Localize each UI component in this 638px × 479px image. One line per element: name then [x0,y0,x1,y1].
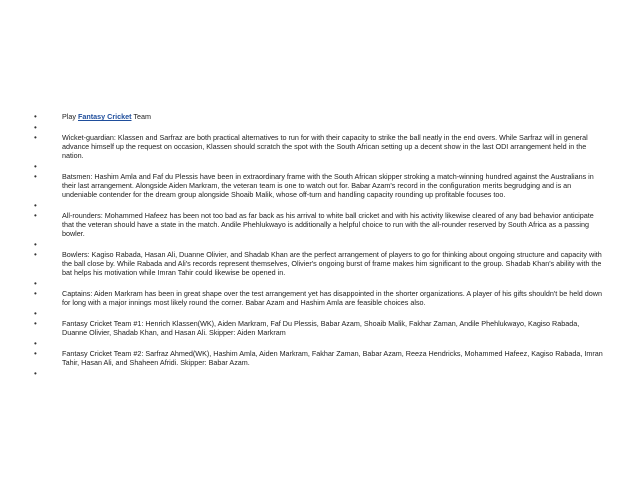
empty-bullet [34,339,604,349]
list-item-intro [34,112,604,121]
empty-bullet [34,279,604,289]
list-item-all-rounders: • All-rounders: Mohammed Hafeez has been not too bad as far back as his arrival to white ball cricket and with his activity likewise cleared of any bad behavior anticipate that the veteran should have a state in the match. Andile Phehlukwayo is additionally a helpful choice to run with the all-rounder reserved by South Africa as a passing bowler. [34,211,604,238]
list-item-team-2: • Fantasy Cricket Team #2: Sarfraz Ahmed(WK), Hashim Amla, Aiden Markram, Fakhar Zaman, Babar Azam, Reeza Hendricks, Mohammed Hafeez, Kagiso Rabada, Imran Tahir, Hasan Ali, and Shaheen Afridi. Skipper: Babar Azam. [34,349,604,367]
intro-prefix: Play [62,112,78,121]
empty-bullet [34,201,604,211]
list-item-team-1: • Fantasy Cricket Team #1: Henrich Klassen(WK), Aiden Markram, Faf Du Plessis, Babar Azam, Shoaib Malik, Fakhar Zaman, Andile Phehlukwayo, Kagiso Rabada, Duanne Olivier, Shadab Khan, and Hasan Ali. Skipper: Aiden Markram [34,319,604,337]
list-item-wicket-keeper: • Wicket-guardian: Klassen and Sarfraz are both practical alternatives to run for with their capacity to strike the ball neatly in the end overs. While Sarfraz will in general advance himself up the request on occasion, Klassen should scratch the spot with the South African setting up a decent show in the last ODI arrangement held in the nation. [34,133,604,160]
empty-bullet [34,309,604,319]
empty-bullet [34,369,604,379]
empty-bullet [34,240,604,250]
empty-bullet [34,162,604,172]
list-item-bowlers: • Bowlers: Kagiso Rabada, Hasan Ali, Duanne Olivier, and Shadab Khan are the perfect arrangement of players to go for thinking about ongoing structure and capacity with the ball close by. While Rabada and Ali's records represent themselves, Olivier's ongoing burst of frame makes him significant to the group. Shadab Khan's ability with the bat helps his motivation while Imran Tahir could likewise be opened in. [34,250,604,277]
empty-bullet [34,123,604,133]
fantasy-cricket-link[interactable]: Fantasy Cricket [77,112,132,121]
bullet-list [34,112,604,379]
intro-suffix: Team [131,112,151,121]
list-item-captains: • Captains: Aiden Markram has been in great shape over the test arrangement yet has disappointed in the shorter organizations. A player of his gifts shouldn't be held down for long with a major innings most likely round the corner. Babar Azam and Hashim Amla are feasible choices also. [34,289,604,307]
list-item-batsmen: • Batsmen: Hashim Amla and Faf du Plessis have been in extraordinary frame with the South African skipper stroking a match-winning hundred against the Australians in their last arrangement. Alongside Aiden Markram, the veteran team is one to watch out for. Babar Azam's record in the configuration merits begrudging and is an undeniable contender for the dream group alongside Shoaib Malik, whose off-turn and handling capacity rounding up profitable focuses too. [34,172,604,199]
